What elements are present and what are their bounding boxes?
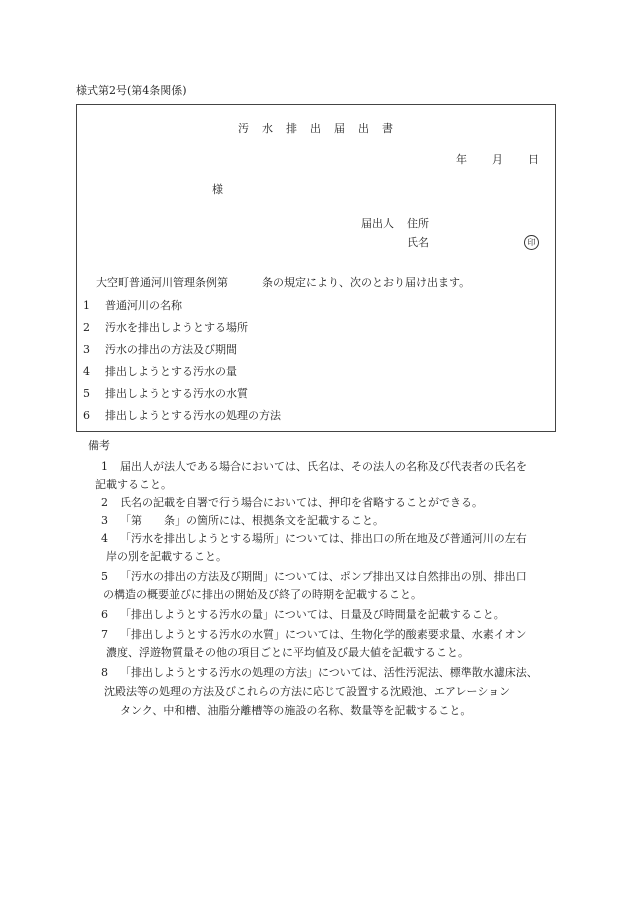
note-line: 氏名の記載を自署で行う場合においては、押印を省略することができる。 — [120, 496, 483, 509]
item-text: 排出しようとする汚水の水質 — [105, 387, 248, 400]
item-number: 6 — [83, 409, 90, 422]
seal-icon: 印 — [524, 235, 539, 250]
list-item — [83, 388, 248, 399]
declaration-after: 条の規定により、次のとおり届け出ます。 — [262, 276, 471, 289]
item-number: 5 — [83, 387, 90, 400]
address-label: 住所 — [407, 217, 429, 230]
list-item — [83, 410, 281, 421]
item-number: 1 — [83, 299, 90, 312]
title-char: 届 — [334, 122, 345, 135]
date-month: 月 — [492, 153, 503, 166]
note-number: 3 — [101, 514, 108, 527]
item-text: 汚水の排出の方法及び期間 — [105, 343, 237, 356]
note-number: 1 — [101, 460, 108, 473]
item-number: 2 — [83, 321, 90, 334]
declaration-before: 大空町普通河川管理条例第 — [96, 276, 228, 289]
title-char: 出 — [358, 122, 369, 135]
title-char: 水 — [262, 122, 273, 135]
note-line: の構造の概要並びに排出の開始及び終了の時期を記載すること。 — [103, 588, 422, 601]
title-char: 書 — [382, 122, 393, 135]
note-number: 2 — [101, 496, 108, 509]
item-number: 4 — [83, 365, 90, 378]
item-number: 3 — [83, 343, 90, 356]
note-line: 「第 条」の箇所には、根拠条文を記載すること。 — [120, 514, 384, 527]
notes-heading: 備考 — [88, 439, 110, 452]
list-item — [83, 322, 248, 333]
note-line: 濃度、浮遊物質量その他の項目ごとに平均値及び最大値を記載すること。 — [106, 646, 469, 659]
note-number: 7 — [101, 628, 108, 641]
addressee-suffix: 様 — [212, 183, 223, 196]
note-line: 「排出しようとする汚水の水質」については、生物化学的酸素要求量、水素イオン — [120, 628, 527, 641]
item-text: 排出しようとする汚水の量 — [105, 365, 237, 378]
title-char: 汚 — [238, 122, 249, 135]
list-item — [83, 344, 237, 355]
list-item — [83, 300, 182, 311]
item-text: 排出しようとする汚水の処理の方法 — [105, 409, 281, 422]
note-line: 岸の別を記載すること。 — [106, 550, 227, 563]
note-number: 5 — [101, 570, 108, 583]
form-label: 様式第2号(第4条関係) — [76, 84, 187, 97]
date-year: 年 — [456, 153, 467, 166]
note-number: 6 — [101, 608, 108, 621]
note-line: 「排出しようとする汚水の処理の方法」については、活性汚泥法、標準散水濾床法、 — [120, 666, 538, 679]
note-line: 「排出しようとする汚水の量」については、日量及び時間量を記載すること。 — [120, 608, 505, 621]
form-box — [76, 104, 556, 432]
note-line: 記載すること。 — [95, 478, 172, 491]
note-line: 沈殿法等の処理の方法及びこれらの方法に応じて設置する沈殿池、エアレーション — [104, 685, 511, 698]
note-line: タンク、中和槽、油脂分離槽等の施設の名称、数量等を記載すること。 — [120, 704, 472, 717]
note-line: 届出人が法人である場合においては、氏名は、その法人の名称及び代表者の氏名を — [120, 460, 527, 473]
note-line: 「汚水の排出の方法及び期間」については、ポンプ排出又は自然排出の別、排出口 — [120, 570, 527, 583]
item-text: 普通河川の名称 — [105, 299, 182, 312]
date-day: 日 — [528, 153, 539, 166]
name-label: 氏名 — [407, 236, 429, 249]
title-char: 排 — [286, 122, 297, 135]
form-title — [238, 123, 393, 134]
title-char: 出 — [310, 122, 321, 135]
note-line: 「汚水を排出しようとする場所」については、排出口の所在地及び普通河川の左右 — [120, 532, 527, 545]
note-number: 8 — [101, 666, 108, 679]
item-text: 汚水を排出しようとする場所 — [105, 321, 248, 334]
note-number: 4 — [101, 532, 108, 545]
applicant-label: 届出人 — [361, 217, 394, 230]
list-item — [83, 366, 237, 377]
